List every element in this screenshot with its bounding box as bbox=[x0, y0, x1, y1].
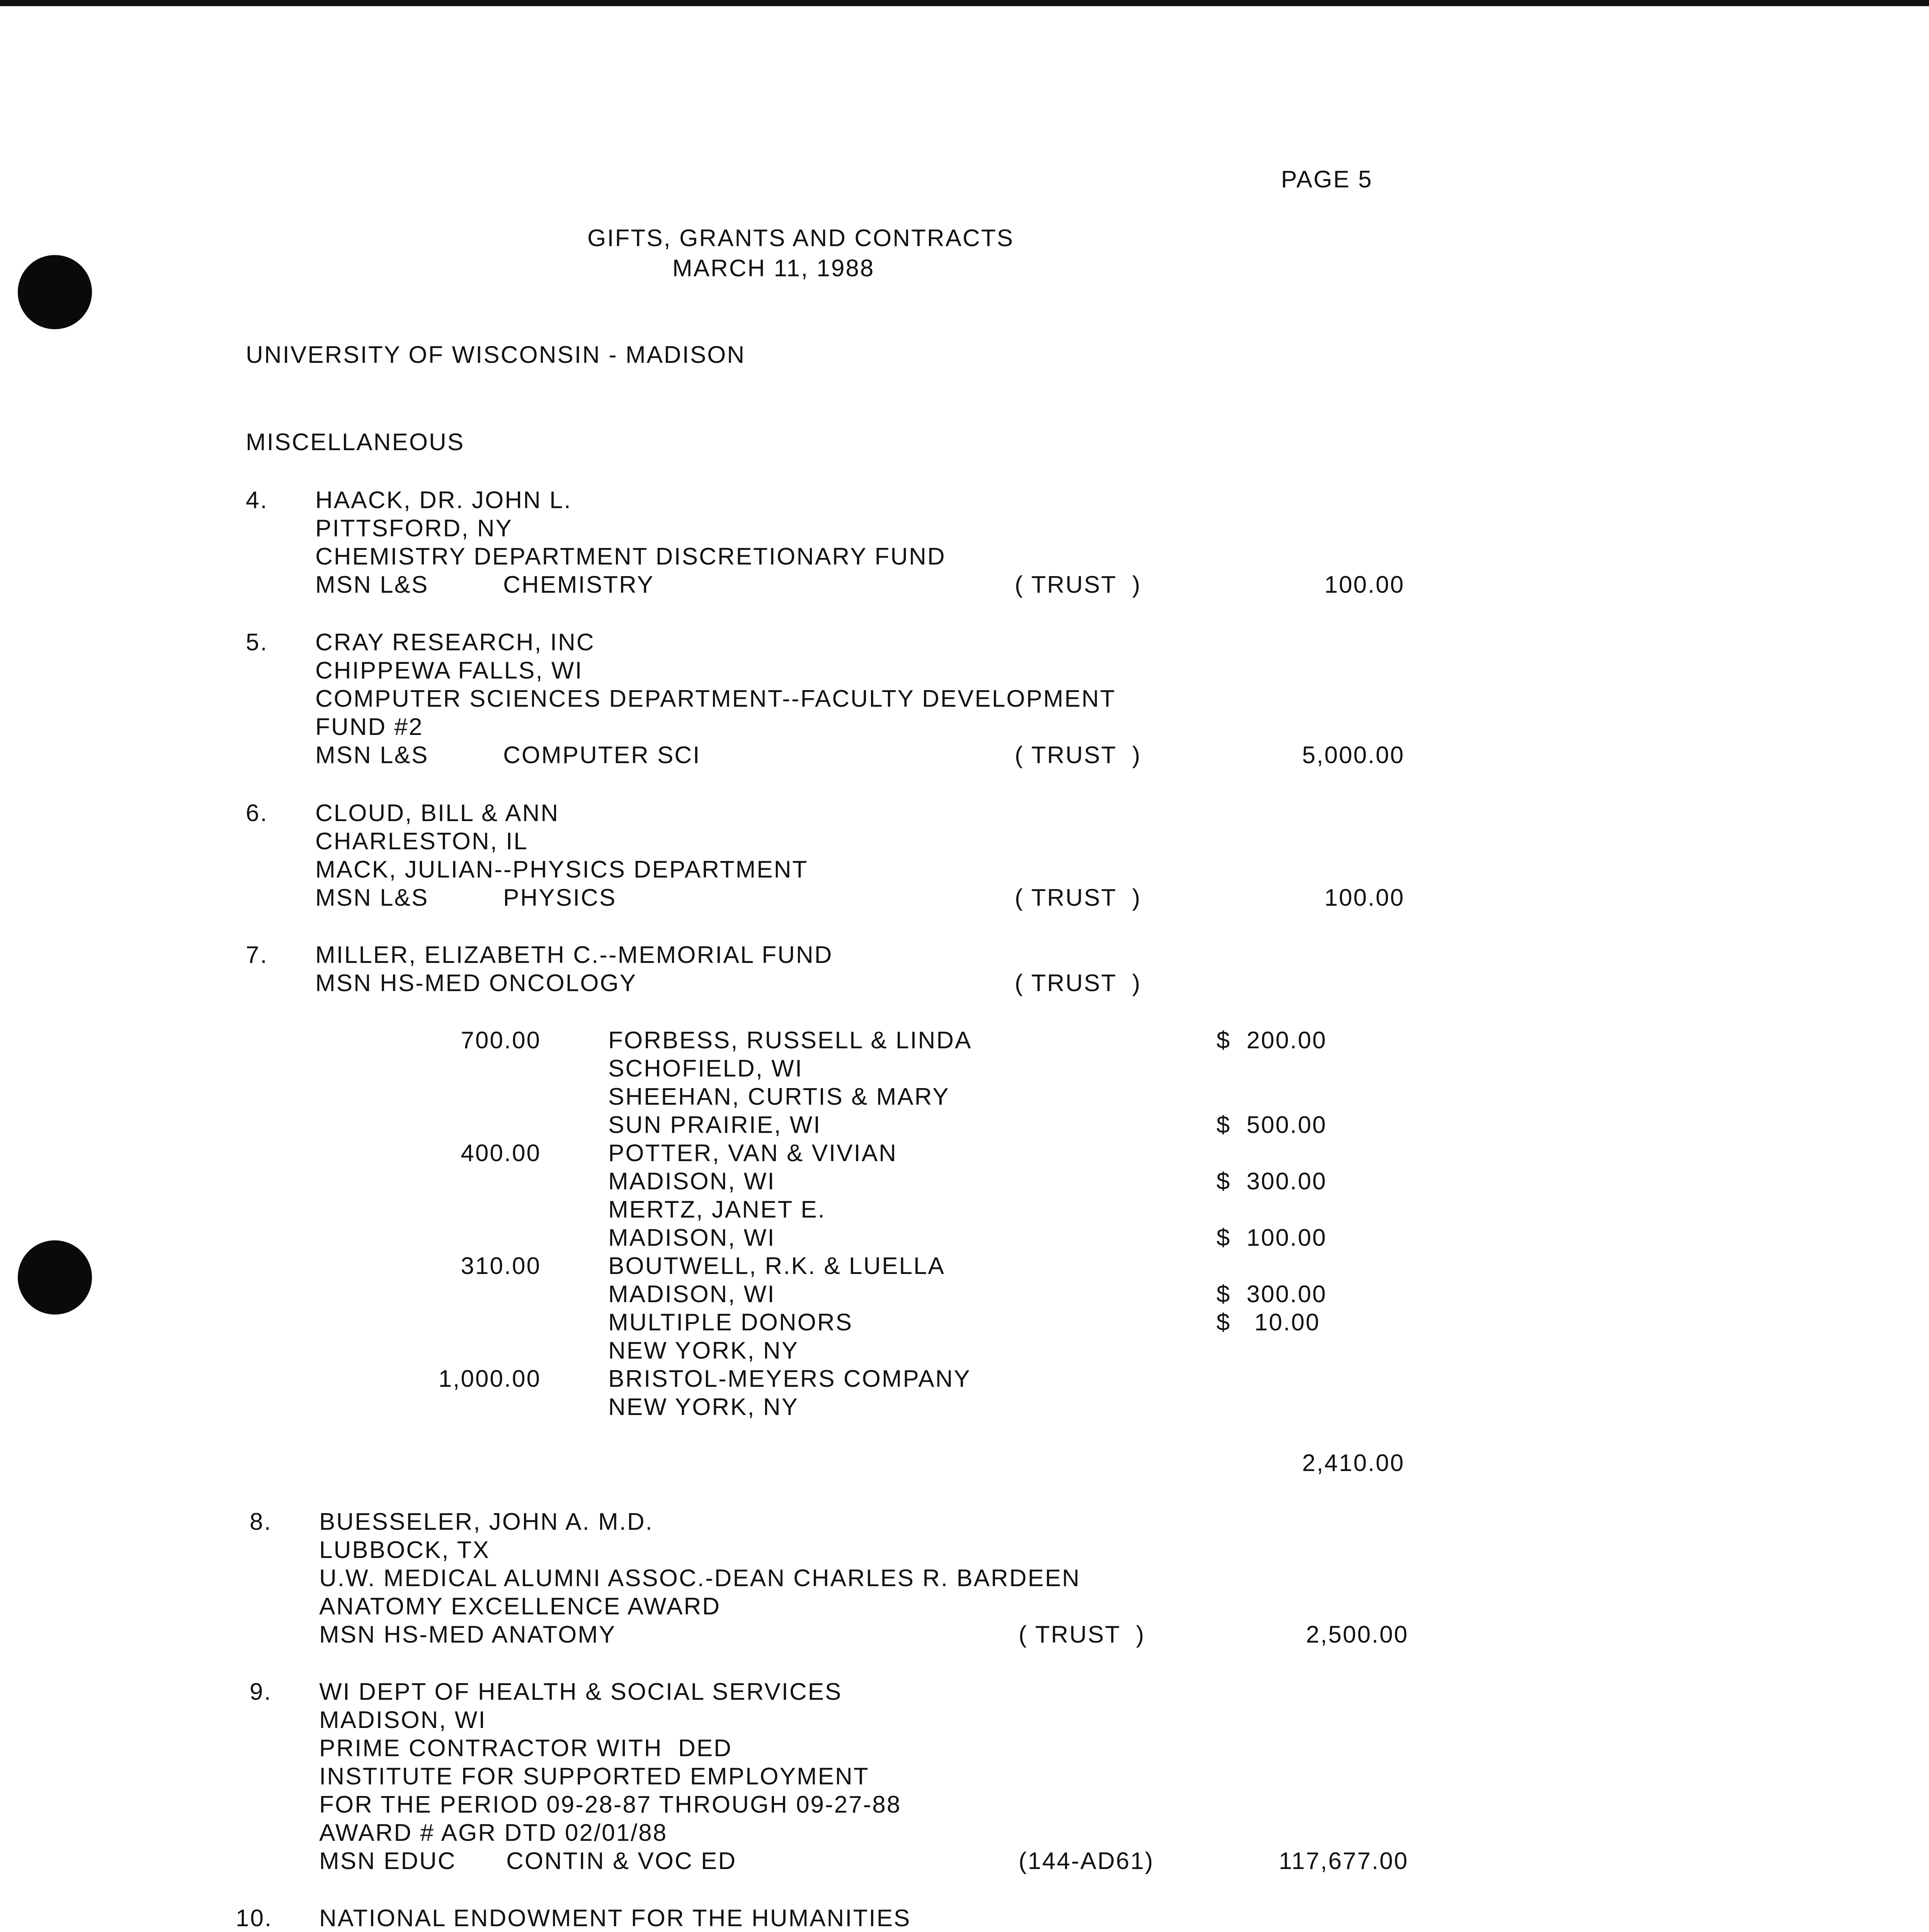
entry-total: 2,410.00 bbox=[1302, 1450, 1405, 1476]
entry-campus: MSN L&S bbox=[315, 884, 429, 911]
entry-line: COMPUTER SCIENCES DEPARTMENT--FACULTY DEVELOPMENT bbox=[315, 685, 1116, 712]
entry-fund-type: ( TRUST ) bbox=[1015, 571, 1141, 598]
entry-line: ANATOMY EXCELLENCE AWARD bbox=[319, 1593, 721, 1620]
entry-line: FUND #2 bbox=[315, 714, 424, 740]
entry-department: CHEMISTRY bbox=[503, 571, 655, 598]
binder-hole-middle bbox=[18, 1240, 92, 1315]
donor-name: MADISON, WI bbox=[608, 1281, 776, 1308]
entry-line: CHEMISTRY DEPARTMENT DISCRETIONARY FUND bbox=[315, 543, 946, 570]
entry-number: 6. bbox=[246, 800, 268, 827]
page-number: PAGE 5 bbox=[1281, 166, 1373, 193]
donor-name: MADISON, WI bbox=[608, 1225, 776, 1251]
donor-name: SUN PRAIRIE, WI bbox=[608, 1112, 822, 1138]
donor-name: NEW YORK, NY bbox=[608, 1337, 799, 1364]
donor-name: MADISON, WI bbox=[608, 1168, 776, 1195]
entry-number: 4. bbox=[246, 487, 268, 514]
report-date: MARCH 11, 1988 bbox=[672, 255, 875, 282]
donor-amount: $ 10.00 bbox=[1216, 1309, 1320, 1336]
entry-number: 8. bbox=[250, 1509, 272, 1535]
entry-number: 10. bbox=[236, 1905, 273, 1932]
donor-amount: $ 200.00 bbox=[1216, 1027, 1327, 1054]
entry-fund-type: (144-AD61) bbox=[1019, 1848, 1154, 1874]
entry-line: BUESSELER, JOHN A. M.D. bbox=[319, 1509, 653, 1535]
donor-amount: $ 300.00 bbox=[1216, 1281, 1327, 1308]
donor-name: BRISTOL-MEYERS COMPANY bbox=[608, 1366, 971, 1392]
top-scan-edge bbox=[0, 0, 1929, 6]
entry-fund-type: ( TRUST ) bbox=[1015, 970, 1141, 997]
entry-fund-type: ( TRUST ) bbox=[1015, 742, 1141, 769]
donor-amount: $ 100.00 bbox=[1216, 1225, 1327, 1251]
entry-line: WI DEPT OF HEALTH & SOCIAL SERVICES bbox=[319, 1679, 842, 1705]
donor-name: MULTIPLE DONORS bbox=[608, 1309, 853, 1336]
donor-name: SCHOFIELD, WI bbox=[608, 1055, 803, 1082]
entry-line: CHARLESTON, IL bbox=[315, 828, 528, 855]
section-heading: MISCELLANEOUS bbox=[246, 429, 465, 456]
entry-line: LUBBOCK, TX bbox=[319, 1537, 490, 1563]
entry-line: CLOUD, BILL & ANN bbox=[315, 800, 560, 827]
donor-name: SHEEHAN, CURTIS & MARY bbox=[608, 1083, 950, 1110]
entry-amount: 100.00 bbox=[1324, 571, 1405, 598]
entry-line: HAACK, DR. JOHN L. bbox=[315, 487, 572, 514]
entry-number: 5. bbox=[246, 629, 268, 656]
donor-amount: $ 500.00 bbox=[1216, 1112, 1327, 1138]
donor-name: POTTER, VAN & VIVIAN bbox=[608, 1140, 897, 1167]
donor-name: FORBESS, RUSSELL & LINDA bbox=[608, 1027, 972, 1054]
entry-amount: 5,000.00 bbox=[1302, 742, 1405, 769]
entry-department: COMPUTER SCI bbox=[503, 742, 701, 769]
entry-line: INSTITUTE FOR SUPPORTED EMPLOYMENT bbox=[319, 1763, 869, 1790]
entry-department: PHYSICS bbox=[503, 884, 617, 911]
entry-campus: MSN L&S bbox=[315, 571, 429, 598]
entry-number: 9. bbox=[250, 1679, 272, 1705]
entry-line: CRAY RESEARCH, INC bbox=[315, 629, 595, 656]
donor-amount: $ 300.00 bbox=[1216, 1168, 1327, 1195]
donor-subtotal: 310.00 bbox=[461, 1253, 541, 1279]
entry-line: PITTSFORD, NY bbox=[315, 515, 513, 542]
entry-line: U.W. MEDICAL ALUMNI ASSOC.-DEAN CHARLES R. BARDEEN bbox=[319, 1565, 1081, 1592]
entry-campus: MSN EDUC bbox=[319, 1848, 456, 1874]
entry-fund-type: ( TRUST ) bbox=[1019, 1621, 1145, 1648]
entry-campus: MSN HS-MED ANATOMY bbox=[319, 1621, 616, 1648]
entry-amount: 117,677.00 bbox=[1279, 1848, 1408, 1874]
donor-subtotal: 700.00 bbox=[461, 1027, 541, 1054]
entry-line: PRIME CONTRACTOR WITH DED bbox=[319, 1735, 732, 1762]
entry-fund-type: ( TRUST ) bbox=[1015, 884, 1141, 911]
entry-campus: MSN L&S bbox=[315, 742, 429, 769]
entry-line: MILLER, ELIZABETH C.--MEMORIAL FUND bbox=[315, 942, 833, 968]
entry-line: NATIONAL ENDOWMENT FOR THE HUMANITIES bbox=[319, 1905, 911, 1932]
entry-campus: MSN HS-MED ONCOLOGY bbox=[315, 970, 637, 997]
entry-amount: 2,500.00 bbox=[1306, 1621, 1408, 1648]
entry-line: MADISON, WI bbox=[319, 1707, 487, 1733]
report-title: GIFTS, GRANTS AND CONTRACTS bbox=[587, 225, 1014, 252]
donor-name: MERTZ, JANET E. bbox=[608, 1196, 826, 1223]
entry-line: FOR THE PERIOD 09-28-87 THROUGH 09-27-88 bbox=[319, 1791, 902, 1818]
donor-name: BOUTWELL, R.K. & LUELLA bbox=[608, 1253, 945, 1279]
institution-name: UNIVERSITY OF WISCONSIN - MADISON bbox=[246, 342, 746, 368]
binder-hole-top bbox=[18, 255, 92, 329]
entry-amount: 100.00 bbox=[1324, 884, 1405, 911]
donor-name: NEW YORK, NY bbox=[608, 1394, 799, 1420]
entry-number: 7. bbox=[246, 942, 268, 968]
entry-department: CONTIN & VOC ED bbox=[506, 1848, 737, 1874]
entry-line: MACK, JULIAN--PHYSICS DEPARTMENT bbox=[315, 856, 808, 883]
donor-subtotal: 1,000.00 bbox=[438, 1366, 541, 1392]
entry-line: AWARD # AGR DTD 02/01/88 bbox=[319, 1820, 668, 1846]
entry-line: CHIPPEWA FALLS, WI bbox=[315, 657, 583, 684]
donor-subtotal: 400.00 bbox=[461, 1140, 541, 1167]
